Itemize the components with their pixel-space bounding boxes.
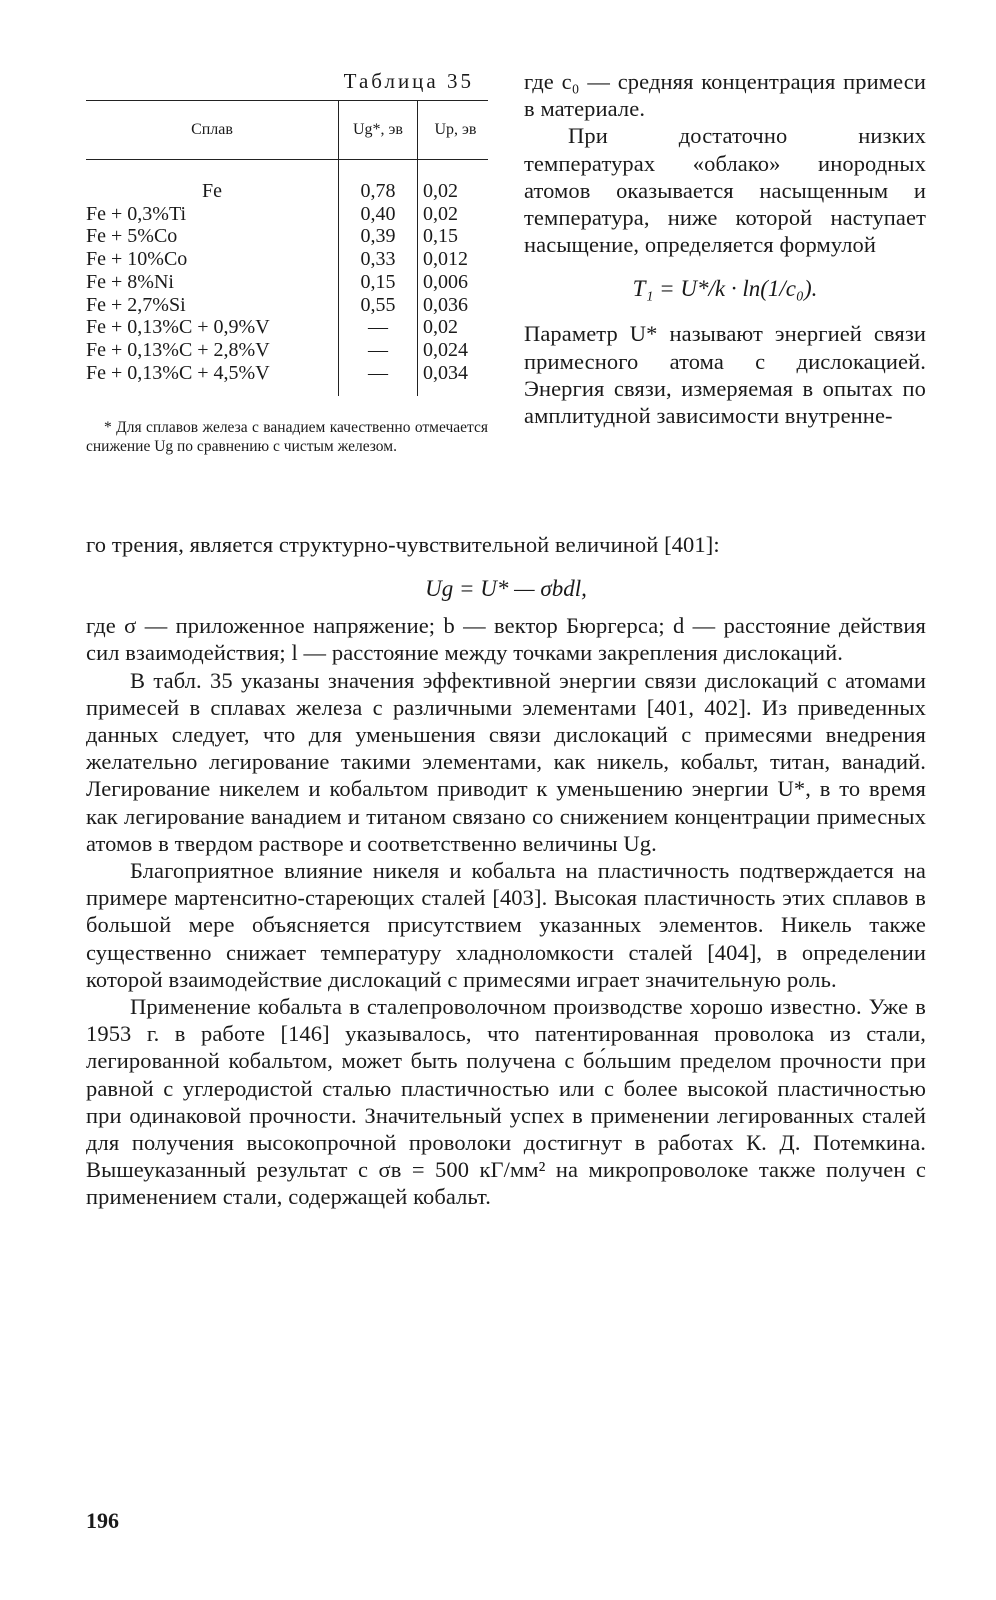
alloy-table (86, 100, 488, 396)
ug-cell: 0,78 (360, 180, 396, 202)
paragraph-cobalt-wire: Применение кобальта в сталепроволочном производстве хорошо известно. Уже в 1953 г. в работе [146] указывалось, что патентированная проволока из стали, легированной кобальтом, может быть получена с бо́льшим пределом прочности при равной с углеродистой сталью пластичностью или с более высокой пластичностью при одинаковой прочности. Значительный успех в применении легированных сталей для получения высокопрочной проволоки достигнут в работах К. Д. Потемкина. Вышеуказанный результат с σв = 500 кГ/мм² на микропроволоке также получен с применением стали, содержащей кобальт. (86, 994, 926, 1210)
alloy-cell: Fe + 0,13%C + 0,9%V (86, 316, 270, 339)
paragraph-definitions: где σ — приложенное напряжение; b — вектор Бюргерса; d — расстояние действия сил взаимодействия; l — расстояние между точками закрепления дислокаций. (86, 613, 926, 666)
up-cell: 0,02 (423, 202, 458, 225)
up-cell: 0,024 (423, 338, 468, 361)
paragraph-table-discussion: В табл. 35 указаны значения эффективной энергии связи дислокаций с атомами примесей в сплавах железа с различными элементами [401, 402]. Из приведенных данных следует, что для уменьшения связи дислокаций с примесями внедрения желательно легирование такими элементами, как никель, кобальт, титан, ванадий. Легирование никелем и кобальтом приводит к уменьшению энергии U*, в то время как легирование ванадием и титаном связано со снижением концентрации примесных атомов в твердом растворе и соответственно величины Ug. (86, 667, 926, 856)
formula-t1: T₁ = U*/k · ln(1/c₀). (632, 276, 818, 302)
alloy-cell: Fe + 10%Co (86, 248, 188, 271)
alloy-cell: Fe + 8%Ni (86, 270, 174, 293)
right-column (524, 68, 926, 429)
up-cell: 0,02 (423, 316, 458, 339)
ug-cell: — (368, 361, 388, 384)
upper-section (86, 68, 926, 531)
table-body-row (86, 160, 488, 397)
alloy-cell: Fe (202, 180, 222, 202)
ug-cell: — (368, 338, 388, 361)
alloy-cell: Fe + 0,3%Ti (86, 202, 187, 225)
up-cell: 0,006 (423, 270, 468, 293)
ug-cell: 0,33 (360, 248, 396, 271)
page (86, 68, 926, 1211)
up-cell: 0,02 (423, 180, 458, 202)
alloy-cell: Fe + 5%Co (86, 225, 178, 248)
formula-ug: Ug = U* — σbdl, (425, 576, 587, 602)
paragraph-c0: где c₀ — средняя концентрация примеси в материале. (524, 69, 926, 122)
paragraph-binding-energy: Параметр U* называют энергией связи примесного атома с дислокацией. Энергия связи, измеряемая в опытах по амплитудной зависимости внутренне- (524, 321, 926, 429)
alloy-cell: Fe + 0,13%C + 4,5%V (86, 361, 270, 384)
alloy-cell: Fe + 2,7%Si (86, 293, 186, 316)
alloy-cell: Fe + 0,13%C + 2,8%V (86, 338, 270, 361)
table-header-row (86, 101, 488, 160)
header-alloy: Сплав (86, 101, 339, 160)
ug-cell: 0,39 (360, 225, 396, 248)
paragraph-nickel-cobalt: Благоприятное влияние никеля и кобальта на пластичность подтверждается на примере мартенситно-стареющих сталей [403]. Высокая пластичность этих сплавов в большой мере объясняется присутствием указанных элементов. Никель также существенно снижает температуру хладноломкости сталей [404], в определении которой взаимодействие дислокаций с примесями играет значительную роль. (86, 858, 926, 992)
table-footnote: * Для сплавов железа с ванадием качественно отмечается снижение Ug по сравнению с чистым железом. (86, 419, 488, 456)
up-cell: 0,034 (423, 361, 468, 384)
ug-cell: — (368, 316, 388, 339)
ug-cell: 0,55 (360, 293, 396, 316)
table-block (86, 68, 488, 456)
up-cell: 0,012 (423, 248, 468, 271)
paragraph-friction: го трения, является структурно-чувствительной величиной [401]: (86, 532, 720, 557)
alloy-column (86, 160, 339, 397)
up-column (418, 160, 489, 397)
table-caption: Таблица 35 (343, 69, 474, 93)
page-number: 196 (86, 1508, 119, 1533)
up-cell: 0,036 (423, 293, 468, 316)
ug-cell: 0,40 (360, 202, 396, 225)
paragraph-saturation: При достаточно низких температурах «облако» инородных атомов оказывается насыщенным и температура, ниже которой наступает насыщение, определяется формулой (524, 123, 926, 258)
up-cell: 0,15 (423, 225, 458, 248)
header-up: Up, эв (418, 101, 489, 160)
ug-column (339, 160, 418, 397)
header-ug: Ug*, эв (339, 101, 418, 160)
ug-cell: 0,15 (360, 270, 396, 293)
